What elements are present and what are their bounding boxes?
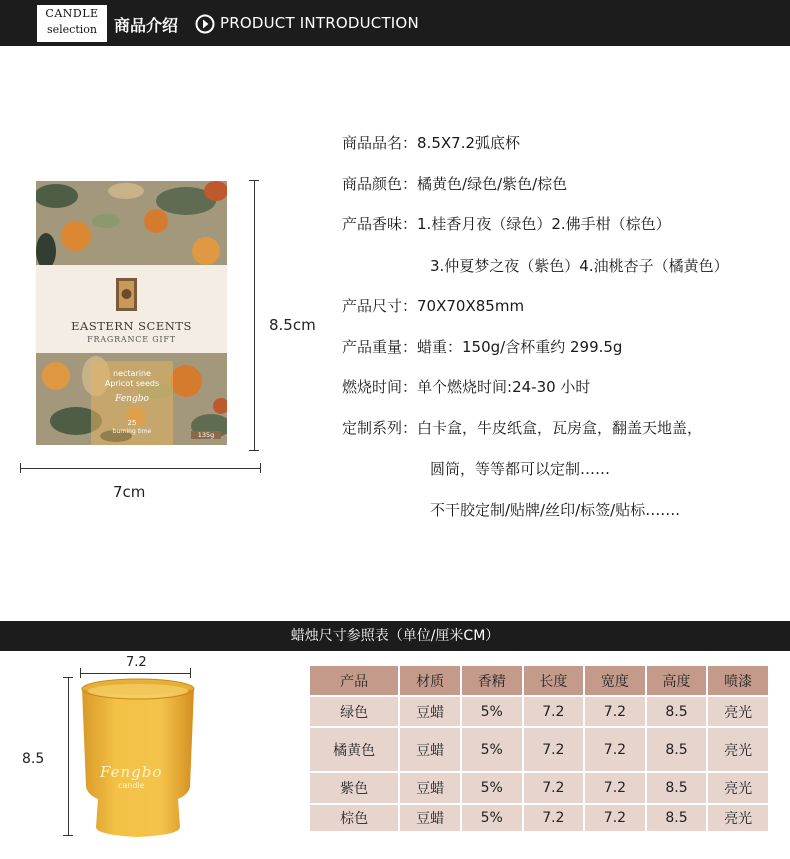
box-subtitle: FRAGRANCE GIFT [87, 335, 176, 344]
table-header-cell: 宽度 [584, 665, 646, 696]
spec-size [342, 295, 524, 316]
box-brand: EASTERN SCENTS [71, 319, 192, 333]
glass-height-dimension-line [68, 677, 69, 835]
play-circle-icon [195, 14, 215, 34]
table-cell: 亮光 [707, 696, 769, 727]
table-cell: 豆蜡 [399, 804, 461, 832]
table-cell: 8.5 [646, 804, 708, 832]
spec-product-color [342, 173, 567, 194]
dimension-tick [249, 450, 259, 451]
table-cell: 7.2 [523, 772, 585, 804]
spec-custom-continued-1: 圆筒，等等都可以定制…… [430, 460, 611, 478]
table-cell: 豆蜡 [399, 772, 461, 804]
table-cell: 7.2 [523, 727, 585, 772]
glass-brand: Fengbo [100, 763, 163, 781]
spec-value: 蜡重：150g/含杯重约 299.5g [417, 338, 623, 356]
spec-key: 定制系列： [342, 419, 418, 437]
spec-key: 产品尺寸： [342, 297, 418, 315]
table-cell: 7.2 [523, 804, 585, 832]
table-cell: 7.2 [584, 804, 646, 832]
table-header-cell: 高度 [646, 665, 708, 696]
dimension-tick [63, 835, 73, 836]
table-row [309, 772, 769, 804]
table-cell: 5% [461, 772, 523, 804]
section-title-cn: 商品介绍 [114, 16, 179, 35]
table-cell: 橘黄色 [309, 727, 399, 772]
table-header-cell: 产品 [309, 665, 399, 696]
table-cell: 7.2 [584, 696, 646, 727]
spec-weight [342, 336, 622, 357]
spec-custom-continued-2: 不干胶定制/贴牌/丝印/标签/贴标……. [430, 501, 680, 519]
table-row [309, 727, 769, 772]
table-cell: 7.2 [584, 772, 646, 804]
table-header-row [309, 665, 769, 696]
table-cell: 豆蜡 [399, 696, 461, 727]
table-cell: 棕色 [309, 804, 399, 832]
table-header-cell: 香精 [461, 665, 523, 696]
table-row [309, 696, 769, 727]
table-row [309, 804, 769, 832]
glass-height-label: 8.5 [22, 751, 45, 767]
table-cell: 绿色 [309, 696, 399, 727]
spec-value: 8.5X7.2弧底杯 [417, 134, 521, 152]
table-cell: 5% [461, 696, 523, 727]
spec-value: 白卡盒，牛皮纸盒，瓦房盒，翻盖天地盖， [417, 419, 703, 437]
logo-line1: CANDLE [45, 7, 99, 20]
table-header-cell: 材质 [399, 665, 461, 696]
box-burn-text: burning time [112, 428, 152, 435]
table-header-cell: 喷漆 [707, 665, 769, 696]
table-cell: 亮光 [707, 727, 769, 772]
table-cell: 5% [461, 804, 523, 832]
dimension-tick [260, 463, 261, 473]
table-cell: 亮光 [707, 804, 769, 832]
glass-sub: candle [118, 781, 145, 790]
box-burn-number: 25 [127, 419, 137, 427]
candle-selection-logo [37, 5, 107, 42]
table-cell: 7.2 [523, 696, 585, 727]
table-cell: 8.5 [646, 696, 708, 727]
box-scent-line1: nectarine [113, 369, 151, 378]
gift-box-artwork [36, 181, 227, 445]
box-height-label: 8.5cm [269, 316, 316, 334]
table-cell: 5% [461, 727, 523, 772]
box-signature: Fengbo [115, 394, 149, 404]
table-cell: 亮光 [707, 772, 769, 804]
glass-width-dimension-line [80, 673, 190, 674]
box-scent-line2: Apricot seeds [104, 379, 160, 388]
spec-value: 单个燃烧时间:24-30 小时 [417, 378, 591, 396]
box-width-dimension-line [20, 468, 261, 469]
table-cell: 8.5 [646, 772, 708, 804]
spec-key: 产品重量： [342, 338, 418, 356]
logo-line2: selection [47, 23, 97, 36]
table-cell: 7.2 [584, 727, 646, 772]
spec-burn-time [342, 376, 590, 397]
spec-value: 橘黄色/绿色/紫色/棕色 [417, 175, 568, 193]
spec-key: 燃烧时间： [342, 378, 418, 396]
spec-key: 商品品名： [342, 134, 418, 152]
spec-key: 商品颜色： [342, 175, 418, 193]
table-cell: 豆蜡 [399, 727, 461, 772]
table-cell: 紫色 [309, 772, 399, 804]
spec-scent [342, 213, 671, 234]
box-weight: 135g [191, 431, 221, 439]
spec-product-name [342, 132, 520, 153]
header-bar [0, 0, 790, 46]
glass-width-label: 7.2 [126, 655, 147, 670]
box-width-label: 7cm [113, 483, 146, 501]
table-header-cell: 长度 [523, 665, 585, 696]
dimension-tick [20, 463, 21, 473]
spec-scent-continued: 3.仲夏梦之夜（紫色）4.油桃杏子（橘黄色） [430, 257, 729, 275]
size-table-title-bar: 蜡烛尺寸参照表（单位/厘米CM） [0, 621, 790, 651]
spec-value: 1.桂香月夜（绿色）2.佛手柑（棕色） [417, 215, 671, 233]
spec-key: 产品香味： [342, 215, 418, 233]
candle-size-table [308, 664, 770, 833]
candle-glass-image [80, 677, 200, 839]
dimension-tick [249, 180, 259, 181]
box-height-dimension-line [254, 180, 255, 450]
table-cell: 8.5 [646, 727, 708, 772]
spec-custom-series [342, 417, 702, 438]
gift-box-image [36, 181, 227, 445]
dimension-tick [63, 677, 73, 678]
spec-value: 70X70X85mm [417, 297, 525, 315]
section-title-en: PRODUCT INTRODUCTION [220, 14, 419, 32]
